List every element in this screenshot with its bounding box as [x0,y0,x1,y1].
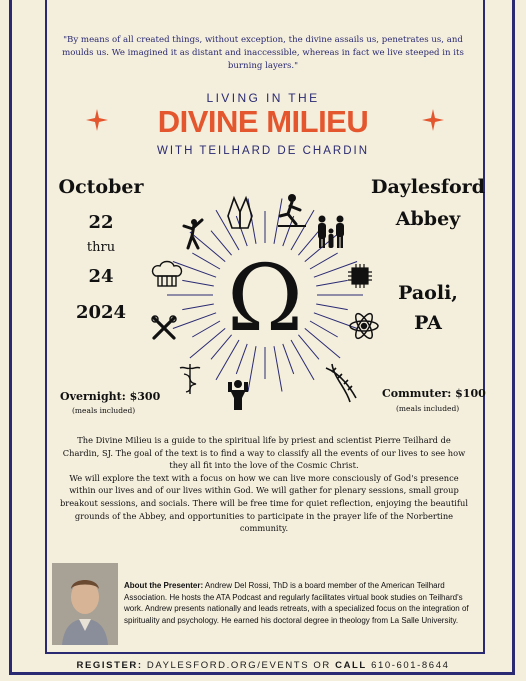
register-url[interactable]: DAYLESFORD.ORG/EVENTS [146,660,310,671]
date-start: 22 [88,212,114,233]
ray-line [310,253,338,269]
dna-icon [326,364,356,402]
tools-icon [152,316,176,338]
ray-line [310,321,338,337]
register-bar [0,660,526,671]
ray-line [274,199,282,244]
description-paragraph-2: We will explore the text with a focus on how we can live more consciously of God's presence within our lives and of our lives within God. We will gather for plenary sessions, small group breakout sessions, and socials. There will be free time for quiet reflection, enjoying the beautiful grounds of the Abbey, and opportunities to participate in the prayer life of the Norbertine community. [59,472,469,534]
dancer-icon [184,219,202,248]
event-description [58,434,470,535]
presenter-bio: Andrew Del Rossi, ThD is a board member of the American Teilhard Association. He hosts the ATA Podcast and regularly facilitates virtual book studies on Teilhard's work. Andrew presents nationally and leads retreats, with a specialized focus on the integration of spirituality and psychology. He earned his doctoral degree in theology from La Salle University. [124,581,469,625]
date-year: 2024 [75,302,127,323]
venue-city: Paoli, [398,282,458,304]
ray-line [190,328,225,358]
ray-line [192,253,220,269]
register-call: CALL [335,660,367,671]
commuter-price: Commuter: $100 [382,387,486,400]
register-or: OR [313,660,331,671]
venue-name-line1: Daylesford [371,176,485,198]
date-thru: thru [86,240,116,255]
ray-line [182,304,214,310]
pre-title: LIVING IN THE [206,91,320,105]
omega-symbol: Ω [226,245,304,352]
caduceus-icon [180,364,200,394]
omega-wheel [150,180,380,410]
ray-line [173,313,216,329]
circuit-chip-icon [348,264,372,288]
opening-quote: "By means of all created things, without exception, the divine assails us, penetrates us, and moulds us. We imagined it as distant and inaccessible, whereas in fact we live steeped in its burning layers." [62,35,464,71]
ray-line [314,262,357,278]
presenter-about [124,580,474,626]
event-subtitle: WITH TEILHARD DE CHARDIN [157,145,369,157]
description-paragraph-1: The Divine Milieu is a guide to the spiritual life by priest and scientist Pierre Teilhard de Chardin, SJ. The goal of the text is to find a way to classify all the events of our lives to see how they all fit into the love of the Cosmic Christ. [62,435,466,471]
ray-line [291,210,314,250]
ray-line [316,280,348,286]
family-icon [318,216,344,249]
ray-line [248,346,256,391]
venue-state: PA [414,312,442,334]
ray-line [316,304,348,310]
date-end: 24 [88,266,114,287]
ray-line [192,321,220,337]
overnight-price: Overnight: $300 [60,390,161,403]
chef-hat-icon [153,262,182,287]
presenter-label: About the Presenter: [124,581,204,590]
register-label: REGISTER: [76,660,143,671]
ray-line [182,280,214,286]
event-title: DIVINE MILIEU [157,104,369,139]
presenter-photo [52,563,118,645]
ray-line [274,346,282,391]
venue-name-line2: Abbey [395,208,461,230]
atom-icon [350,311,378,340]
ray-line [305,328,340,358]
date-month: October [58,176,144,198]
overnight-note: (meals included) [72,406,136,415]
fitness-person-icon [228,380,248,410]
ray-line [236,216,247,246]
register-phone[interactable]: 610-601-8644 [371,660,450,671]
ray-line [190,232,225,262]
commuter-note: (meals included) [396,404,460,413]
